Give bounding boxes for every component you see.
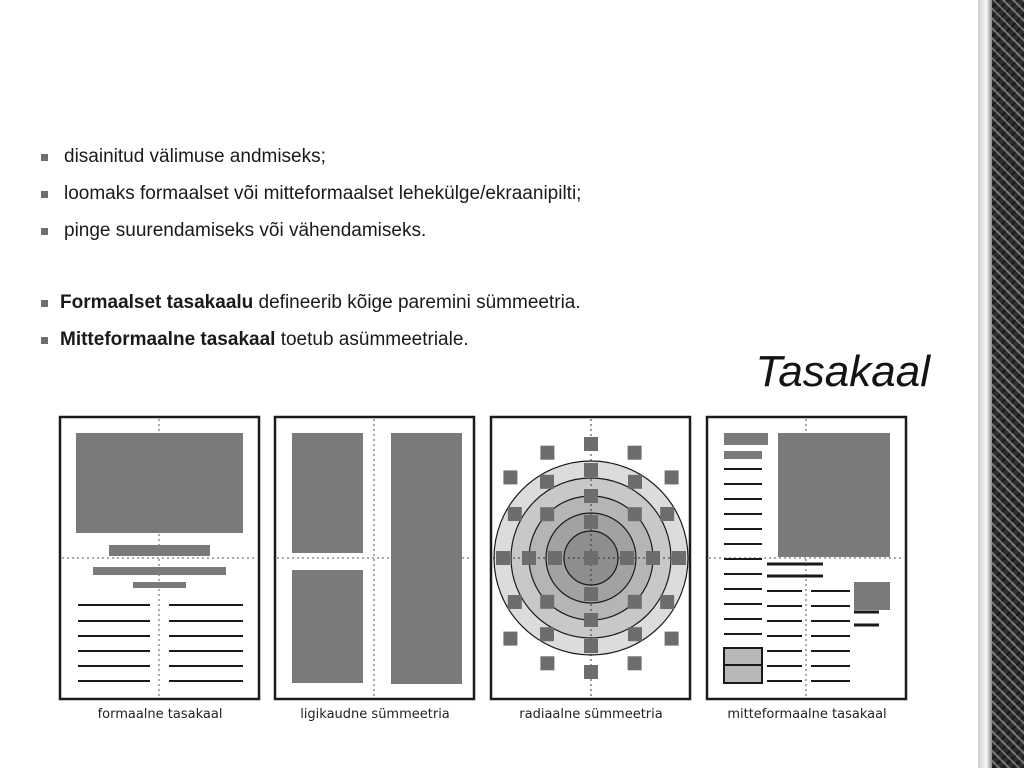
panel-radial-symmetry	[491, 417, 690, 699]
heading-bar	[724, 451, 762, 459]
square-bullet-icon	[41, 154, 48, 161]
radial-square	[540, 446, 554, 460]
heading-bar	[93, 567, 226, 575]
radial-square	[660, 595, 674, 609]
sub-bullet-item	[64, 183, 581, 220]
sub-bullet-text: disainitud välimuse andmiseks;	[64, 146, 326, 167]
main-bullet-item	[60, 329, 581, 366]
radial-square	[540, 475, 554, 489]
radial-square	[540, 595, 554, 609]
radial-square	[584, 489, 598, 503]
bullet-bold-term: Formaalset tasakaalu	[60, 292, 254, 313]
radial-square	[584, 437, 598, 451]
radial-square	[620, 551, 634, 565]
radial-square	[584, 551, 598, 565]
bullet-text: toetub asümmeetriale.	[275, 329, 469, 350]
square-bullet-icon	[41, 300, 48, 307]
radial-square	[540, 627, 554, 641]
caption-radial-symmetry: radiaalne sümmeetria	[519, 707, 663, 722]
radial-square	[628, 595, 642, 609]
radial-square	[508, 507, 522, 521]
square-bullet-icon	[41, 191, 48, 198]
radial-square	[584, 515, 598, 529]
bullet-bold-term: Mitteformaalne tasakaal	[60, 329, 276, 350]
panel-informal-balance	[707, 417, 906, 699]
balance-diagram	[57, 413, 917, 728]
radial-square	[628, 475, 642, 489]
radial-square	[628, 446, 642, 460]
radial-square	[503, 632, 517, 646]
radial-square	[672, 551, 686, 565]
radial-square	[665, 470, 679, 484]
slide-title: Tasakaal	[755, 347, 930, 396]
image-block	[778, 433, 890, 557]
main-bullet-list	[60, 292, 581, 366]
caption-approximate-symmetry: ligikaudne sümmeetria	[300, 707, 450, 722]
square-bullet-icon	[41, 337, 48, 344]
heading-bar	[109, 545, 210, 556]
sub-bullet-text: loomaks formaalset või mitteformaalset lehekülge/ekraanipilti;	[64, 183, 582, 204]
radial-square	[496, 551, 510, 565]
radial-square	[522, 551, 536, 565]
radial-square	[584, 665, 598, 679]
radial-square	[660, 507, 674, 521]
sub-bullet-item	[64, 146, 581, 183]
radial-square	[503, 470, 517, 484]
decorative-edge	[978, 0, 992, 768]
caption-formal-balance: formaalne tasakaal	[97, 707, 223, 722]
radial-square	[628, 627, 642, 641]
radial-square	[540, 507, 554, 521]
radial-square	[584, 587, 598, 601]
radial-square	[646, 551, 660, 565]
radial-square	[584, 463, 598, 477]
radial-square	[628, 507, 642, 521]
radial-square	[665, 632, 679, 646]
panel-formal-balance	[60, 417, 259, 699]
image-block	[292, 433, 363, 553]
main-bullet-item	[60, 292, 581, 329]
heading-bar	[724, 433, 768, 445]
image-block	[292, 570, 363, 683]
heading-bar	[133, 582, 186, 588]
radial-square	[540, 656, 554, 670]
panel-approximate-symmetry	[275, 417, 474, 699]
image-block	[76, 433, 243, 533]
sub-bullet-list	[64, 146, 581, 257]
radial-square	[548, 551, 562, 565]
caption-informal-balance: mitteformaalne tasakaal	[727, 707, 887, 722]
radial-square	[584, 613, 598, 627]
image-block	[854, 582, 890, 610]
sub-bullet-text: pinge suurendamiseks või vähendamiseks.	[64, 220, 427, 241]
radial-square	[508, 595, 522, 609]
radial-square	[628, 656, 642, 670]
image-block	[391, 433, 462, 684]
bullet-text: defineerib kõige paremini sümmeetria.	[253, 292, 581, 313]
sub-bullet-item	[64, 220, 581, 257]
radial-square	[584, 639, 598, 653]
square-bullet-icon	[41, 228, 48, 235]
